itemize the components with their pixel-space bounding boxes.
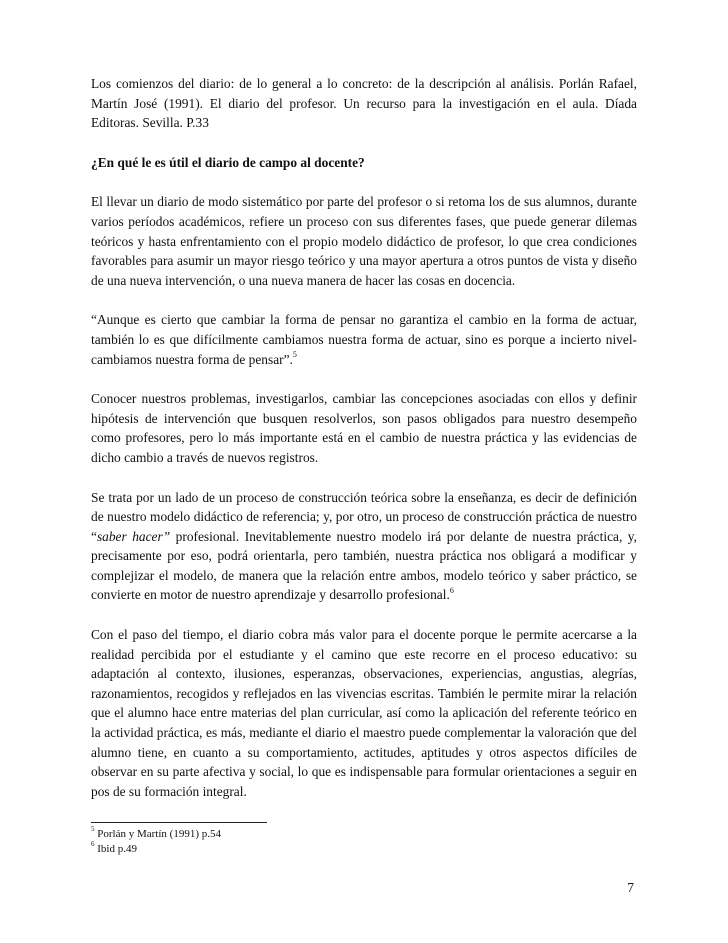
paragraph-3 xyxy=(91,488,637,606)
paragraph-1: El llevar un diario de modo sistemático por parte del profesor o si retoma los de sus alumnos, durante varios períodos académicos, refiere un proceso con sus diferentes fases, que puede generar dilemas teóricos y hasta enfrentamiento con el propio modelo didáctico de profesor, lo que crea condiciones favorables para asumir un mayor riesgo teórico y una mayor apertura a otros puntos de vista y diseño de una nueva intervención, o una nueva manera de hacer las cosas en docencia. xyxy=(91,194,637,288)
footnote-6 xyxy=(91,842,637,857)
paragraph-3-part-2: profesional. Inevitablemente nuestro modelo irá por delante de nuestra práctica, y, precisamente por eso, podrá orientarla, pero también, nuestra práctica nos obligará a modificar y complejizar el modelo, de manera que la relación entre ambos, modelo teórico y saber práctico, se convierte en motor de nuestro aprendizaje y desarrollo profesional. xyxy=(91,528,637,603)
footnote-ref-6: 6 xyxy=(449,586,454,595)
footnote-ref-5: 5 xyxy=(292,350,297,360)
footnotes xyxy=(91,822,637,857)
quote-text: “Aunque es cierto que cambiar la forma de pensar no garantiza el cambio en la forma de actuar, también lo es que difícilmente cambiamos nuestra forma de actuar, sino es porque a incierto nivel- cambiamos nuestra forma de pensar”. xyxy=(91,312,637,367)
footnote-number: 5 xyxy=(91,825,95,834)
document-body xyxy=(91,74,637,801)
footnote-5 xyxy=(91,827,637,842)
footnote-text: Porlán y Martín (1991) p.54 xyxy=(94,828,221,840)
citation-paragraph: Los comienzos del diario: de lo general a lo concreto: de la descripción al análisis. Porlán Rafael, Martín José (1991). El diario del profesor. Un recurso para la investigación en el aula. Díada Editoras. Sevilla. P.33 xyxy=(91,76,637,131)
paragraph-2: Conocer nuestros problemas, investigarlos, cambiar las concepciones asociadas con ellos y definir hipótesis de intervención que busquen resolverlos, son pasos obligados para nuestro desempeño como profesores, pero lo más importante está en el cambio de nuestra práctica y las evidencias de dicho cambio a través de nuevos registros. xyxy=(91,391,637,465)
paragraph-3-italic: saber hacer” xyxy=(96,528,171,544)
section-heading: ¿En qué le es útil el diario de campo al docente? xyxy=(91,154,365,170)
footnote-text: Ibid p.49 xyxy=(94,843,137,855)
footnote-number: 6 xyxy=(91,840,95,849)
paragraph-4: Con el paso del tiempo, el diario cobra más valor para el docente porque le permite acercarse a la realidad percibida por el estudiante y el camino que este recorre en el proceso educativo: su adaptación al contexto, ilusiones, esperanzas, observaciones, experiencias, angustias, alegrías, razonamientos, recogidos y reflejados en las vivencias escritas. También le permite mirar la relación que el alumno hace entre materias del plan curricular, así como la aplicación del referente teórico en la actividad práctica, es más, mediante el diario el maestro puede complementar la valoración que del alumno tiene, en cuanto a su comportamiento, actitudes, aptitudes y otros aspectos difíciles de observar en su parte afectiva y social, lo que es indispensable para formular orientaciones a seguir en pos de su formación integral. xyxy=(91,627,637,799)
quote-paragraph xyxy=(91,310,637,369)
paragraph-3-part-1: Se trata por un lado de un proceso de construcción teórica sobre la enseñanza, es decir de definición de nuestro modelo didáctico de referencia; y, por otro, un proceso de construcción práctica de nuestro “ xyxy=(91,489,637,544)
footnote-divider xyxy=(91,822,267,823)
page-number: 7 xyxy=(627,880,634,895)
